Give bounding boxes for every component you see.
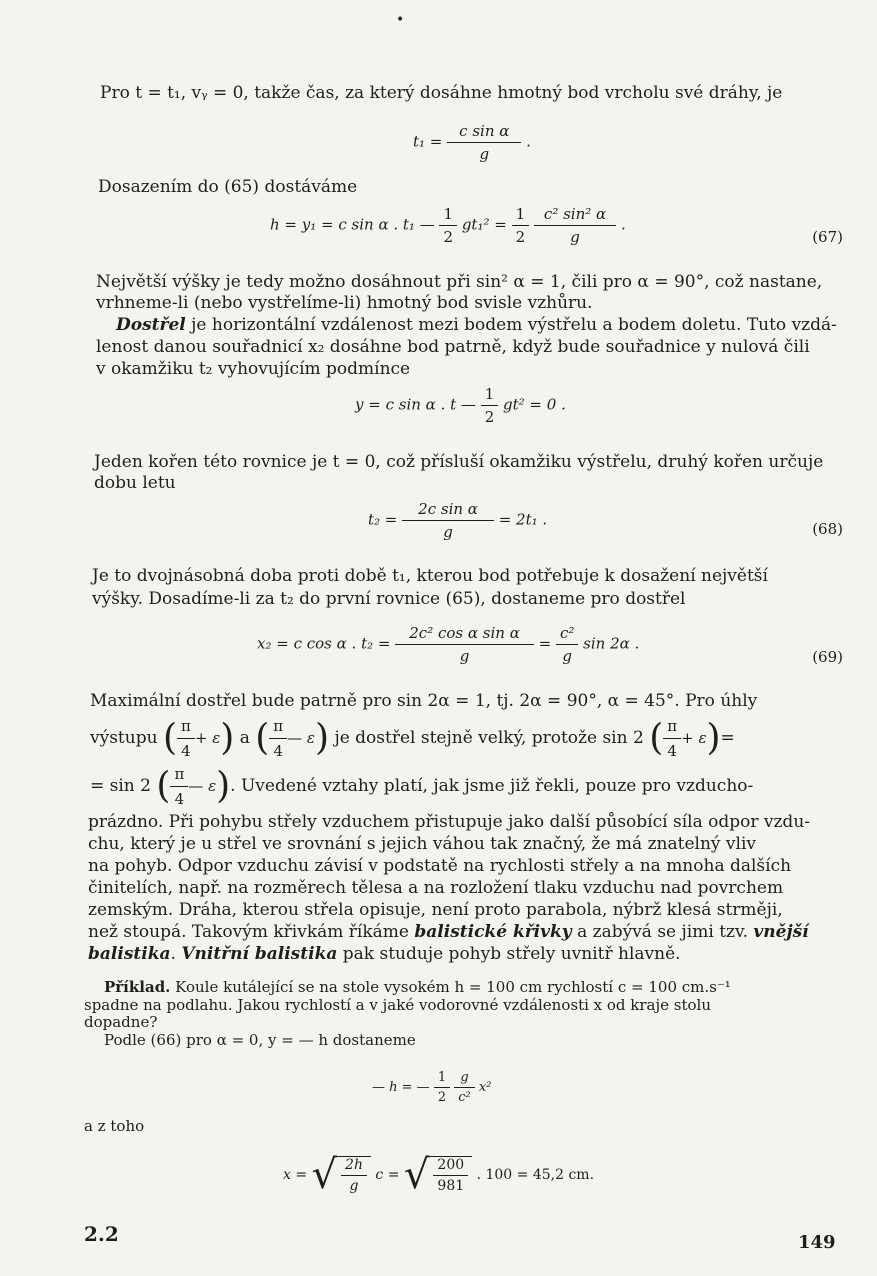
sqrt-body (337, 1156, 371, 1194)
equation-68 (368, 500, 547, 541)
eq-lhs: t₁ = (413, 132, 443, 151)
numerator: 200 (433, 1157, 468, 1176)
fraction (434, 1070, 450, 1105)
eq-part: + ε (194, 729, 221, 747)
equation-t1: t₁ = $\frac{\text{c sin α}}{g}$ . (413, 122, 531, 163)
text-span: je dostřel stejně velký, protože sin 2 (334, 728, 644, 748)
text-line: Maximální dostřel bude patrně pro sin 2α = 1, tj. 2α = 90°, α = 45°. Pro úhly (90, 691, 758, 711)
paren: ( (255, 717, 270, 759)
paren: ) (706, 717, 721, 759)
equation-67: h = y₁ = c sin α . t₁ — $\frac{1}{2}$ gt₁² = $\frac{1}{2}$ $\frac{\text{c² sin² α}}{g}$ . (270, 205, 626, 246)
text-line: Je to dvojnásobná doba proti době t₁, kterou bod potřebuje k dosažení největší (92, 566, 768, 586)
denominator: 4 (273, 742, 283, 760)
equation-y-zero (355, 385, 566, 426)
term-dostrel: Dostřel (116, 315, 186, 335)
eq-part: — ε (188, 777, 217, 795)
eq-part: t₂ = (368, 510, 398, 529)
fraction (663, 716, 681, 761)
term-vnejsi: vnější (753, 922, 809, 942)
text-line-angles (90, 716, 735, 761)
text-line (116, 315, 837, 335)
fraction (341, 1157, 367, 1194)
numerator: 2c sin α (402, 500, 494, 521)
denominator: g (562, 647, 572, 665)
paren: ) (220, 717, 235, 759)
fraction (534, 205, 616, 246)
paren: ( (162, 717, 177, 759)
numerator: 1 (512, 205, 530, 226)
eq-part: = (538, 634, 552, 653)
numerator: π (177, 716, 195, 739)
numerator: π (170, 764, 188, 787)
paren: ( (649, 717, 664, 759)
page-dot: • (396, 12, 405, 28)
text-line: v okamžiku t₂ vyhovujícím podmínce (96, 359, 411, 379)
text-span: Koule kutálející se na stole vysokém h = 100 cm rychlostí c = 100 cm.s⁻¹ (170, 978, 731, 996)
denominator: g (570, 228, 580, 246)
numerator: g (454, 1070, 475, 1088)
equation-69 (257, 624, 639, 665)
term-balisticke-krivky: balistické křivky (414, 922, 572, 942)
text-line: Pro t = t₁, vᵧ = 0, takže čas, za který dosáhne hmotný bod vrcholu své dráhy, je (100, 83, 783, 103)
fraction (556, 624, 578, 665)
numerator: 1 (439, 205, 457, 226)
fraction (269, 716, 287, 761)
text-line: Jeden kořen této rovnice je t = 0, což přísluší okamžiku výstřelu, druhý kořen určuje (94, 452, 824, 472)
eq-part: = 2t₁ . (498, 510, 548, 529)
fraction (170, 764, 188, 809)
denominator: g (459, 647, 470, 665)
fraction (177, 716, 195, 761)
fraction (433, 1157, 468, 1194)
text-span: a (239, 728, 250, 748)
numerator: c sin α (447, 122, 521, 143)
eq-part: gt² = 0 . (503, 395, 566, 414)
sqrt-body (429, 1156, 472, 1194)
denominator: 2 (515, 228, 526, 246)
fraction (454, 1070, 475, 1105)
paren: ) (216, 765, 231, 807)
eq-part: x₂ = c cos α . t₂ = (257, 634, 391, 653)
numerator: c² (556, 624, 578, 645)
denominator: 4 (667, 742, 677, 760)
text-line: lenost danou souřadnicí x₂ dosáhne bod patrně, když bude souřadnice y nulová čili (96, 337, 810, 357)
text-line: chu, který je u střel ve srovnání s jejich váhou tak značný, že má znatelný vliv (88, 834, 756, 854)
example-line: spadne na podlahu. Jakou rychlostí a v jaké vodorovné vzdálenosti x od kraje stolu (84, 996, 712, 1014)
numerator: π (269, 716, 287, 739)
example-line: Podle (66) pro α = 0, y = — h dostaneme (104, 1031, 416, 1049)
text-span: . Uvedené vztahy platí, jak jsme již řekli, pouze pro vzducho- (230, 776, 754, 796)
eq-part: x² (478, 1080, 492, 1095)
eq-part: gt₁² = (461, 215, 507, 234)
denominator: 2 (437, 1090, 447, 1105)
denominator: c² (458, 1090, 471, 1105)
footer-section-number: 2.2 (84, 1222, 119, 1246)
page-number: 149 (798, 1232, 836, 1253)
numerator: 2c² cos α sin α (395, 624, 534, 645)
equation-number: (67) (812, 228, 843, 246)
fraction (512, 205, 530, 246)
text-line (88, 944, 681, 964)
text-line (88, 922, 809, 942)
eq-part: . 100 = 45,2 cm. (476, 1167, 595, 1183)
equation-number: (68) (812, 520, 843, 538)
text-line: zemským. Dráha, kterou střela opisuje, není proto parabola, nýbrž klesá strměji, (88, 900, 783, 920)
text-line: dobu letu (94, 473, 176, 493)
equation-sqrt (283, 1152, 594, 1198)
numerator: 1 (434, 1070, 450, 1088)
numerator: π (663, 716, 681, 739)
denominator: g (443, 523, 453, 541)
eq-part: — h = — (372, 1080, 430, 1095)
eq-part: = (720, 728, 735, 748)
numerator: 1 (481, 385, 499, 406)
denominator: g (349, 1178, 359, 1194)
text-line: činitelích, např. na rozměrech tělesa a na rozložení tlaku vzduchu nad povrchem (88, 878, 784, 898)
eq-part: h = y₁ = c sin α . t₁ — (270, 215, 435, 234)
equation-number: (69) (812, 648, 843, 666)
text-line: a z toho (84, 1117, 145, 1135)
term-balistika: balistika (88, 944, 171, 964)
text-span: = sin 2 (90, 776, 151, 796)
fraction (447, 122, 521, 163)
denominator: 4 (174, 790, 185, 808)
text-line: vrhneme-li (nebo vystřelíme-li) hmotný bod svisle vzhůru. (96, 293, 593, 313)
denominator: 981 (437, 1178, 465, 1194)
fraction (481, 385, 499, 426)
text-span: výstupu (90, 728, 158, 748)
denominator: 4 (181, 742, 191, 760)
eq-part: c = (375, 1167, 400, 1183)
numerator: c² sin² α (534, 205, 616, 226)
denominator: 2 (443, 228, 454, 246)
eq-part: — ε (287, 729, 315, 747)
equation-minus-h (372, 1070, 491, 1105)
text-line: prázdno. Při pohybu střely vzduchem přistupuje jako další působící síla odpor vzdu- (88, 812, 811, 832)
text-line-angles-2 (90, 764, 753, 809)
fraction (395, 624, 534, 665)
eq-part: sin 2α . (583, 634, 640, 653)
text-line: Dosazením do (65) dostáváme (98, 177, 358, 197)
text-span: pak studuje pohyb střely uvnitř hlavně. (337, 944, 681, 964)
text-span: . (170, 944, 182, 964)
text-span: je horizontální vzdálenost mezi bodem výstřelu a bodem doletu. Tuto vzdá- (185, 315, 837, 335)
paren: ( (156, 765, 171, 807)
text-line: výšky. Dosadíme-li za t₂ do první rovnice (65), dostaneme pro dostřel (92, 589, 686, 609)
text-span: než stoupá. Takovým křivkám říkáme (88, 922, 415, 942)
eq-part: y = c sin α . t — (355, 395, 476, 414)
sqrt-sign: √ (403, 1152, 430, 1198)
text-span: a zabývá se jimi tzv. (571, 922, 754, 942)
denominator: g (479, 145, 490, 163)
numerator: 2h (341, 1157, 367, 1176)
text-line: Největší výšky je tedy možno dosáhnout při sin² α = 1, čili pro α = 90°, což nastane, (96, 272, 823, 292)
eq-part: + ε (681, 729, 707, 747)
example-line: dopadne? (84, 1013, 158, 1031)
fraction (439, 205, 457, 246)
fraction (402, 500, 494, 541)
example-label: Příklad. (104, 978, 171, 996)
term-vnitrni-balistika: Vnitřní balistika (181, 944, 338, 964)
denominator: 2 (484, 408, 495, 426)
example-line (104, 978, 731, 996)
sqrt-sign: √ (311, 1152, 338, 1198)
text-line: na pohyb. Odpor vzduchu závisí v podstatě na rychlosti střely a na mnoha dalších (88, 856, 792, 876)
paren: ) (314, 717, 330, 759)
eq-part: x = (283, 1167, 308, 1183)
